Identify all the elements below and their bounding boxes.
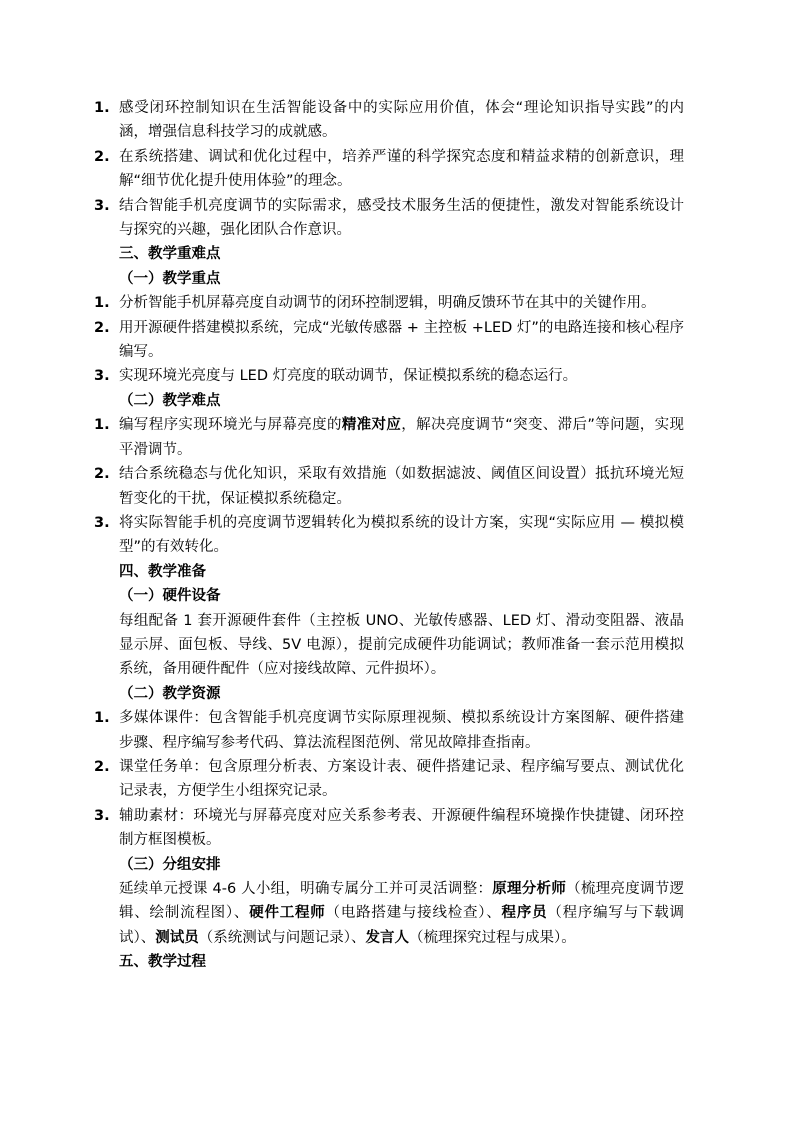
text-run: （梳理亮度调节逻辑、绘制流程图）、 [119, 881, 685, 922]
section-heading: 四、教学准备 [119, 563, 206, 580]
list-item [94, 706, 684, 755]
paragraph [94, 877, 684, 950]
role-label: 发言人 [365, 929, 409, 946]
text-run: （程序编写与下载调试）、 [119, 905, 685, 946]
list-item [94, 511, 684, 560]
list-number: 3. [94, 368, 110, 385]
list-number: 1. [94, 100, 110, 116]
list-item [94, 194, 684, 243]
list-number: 1. [94, 295, 110, 312]
text-run: ，解决亮度调节“突变、滞后”等问题，实现平滑调节。 [119, 417, 685, 458]
list-item [94, 145, 684, 194]
role-label: 硬件工程师 [249, 905, 326, 922]
role-label: 测试员 [155, 929, 199, 946]
list-number: 1. [94, 710, 110, 727]
list-text: 将实际智能手机的亮度调节逻辑转化为模拟系统的设计方案，实现“实际应用 — 模拟模型”的有效转化。 [119, 514, 684, 556]
list-item [94, 755, 684, 804]
paragraph: 每组配备 1 套开源硬件套件（主控板 UNO、光敏传感器、LED 灯、滑动变阻器、液晶显示屏、面包板、导线、5V 电源），提前完成硬件功能调试；教师准备一套示范用模拟系统，备用硬件配件（应对接线故障、元件损坏）。 [119, 612, 684, 678]
list-number: 1. [94, 417, 110, 434]
list-number: 2. [94, 319, 110, 336]
list-number: 2. [94, 148, 110, 165]
list-text: 分析智能手机屏幕亮度自动调节的闭环控制逻辑，明确反馈环节在其中的关键作用。 [119, 295, 656, 312]
text-run: 编写程序实现环境光与屏幕亮度的 [119, 417, 342, 434]
subsection-heading: （二）教学难点 [119, 392, 221, 409]
text-run: 延续单元授课 4-6 人小组，明确专属分工并可灵活调整： [119, 881, 493, 897]
list-text: 在系统搭建、调试和优化过程中，培养严谨的科学探究态度和精益求精的创新意识，理解“细节优化提升使用体验”的理念。 [119, 148, 684, 190]
role-label: 程序员 [501, 905, 548, 922]
list-number: 2. [94, 758, 110, 775]
subsection-heading: （三）分组安排 [119, 856, 221, 873]
list-text: 结合系统稳态与优化知识，采取有效措施（如数据滤波、阈值区间设置）抵抗环境光短暂变化的干扰，保证模拟系统稳定。 [119, 466, 684, 507]
subsection-heading: （二）教学资源 [119, 685, 221, 702]
list-text: 感受闭环控制知识在生活智能设备中的实际应用价值，体会“理论知识指导实践”的内涵，增强信息科技学习的成就感。 [119, 100, 684, 141]
list-item [94, 413, 684, 462]
list-text: 多媒体课件：包含智能手机亮度调节实际原理视频、模拟系统设计方案图解、硬件搭建步骤、程序编写参考代码、算法流程图范例、常见故障排查指南。 [119, 710, 684, 751]
section-heading: 五、教学过程 [119, 954, 206, 971]
text-run: （电路搭建与接线检查）、 [325, 905, 502, 922]
document-body [94, 96, 684, 975]
list-number: 3. [94, 514, 110, 531]
list-number: 3. [94, 197, 110, 214]
text-run: （梳理探究过程与成果）。 [409, 929, 576, 946]
list-text: 用开源硬件搭建模拟系统，完成“光敏传感器 + 主控板 +LED 灯”的电路连接和核心程序编写。 [119, 319, 684, 361]
list-text: 实现环境光亮度与 LED 灯亮度的联动调节，保证模拟系统的稳态运行。 [119, 368, 578, 385]
list-number: 2. [94, 466, 110, 483]
list-item [94, 291, 684, 315]
list-item [94, 96, 684, 145]
role-label: 原理分析师 [492, 881, 567, 897]
list-text [119, 413, 684, 462]
text-run: （系统测试与问题记录）、 [198, 929, 366, 946]
emphasis-text: 精准对应 [341, 417, 402, 434]
list-number: 3. [94, 807, 110, 824]
subsection-heading: （一）硬件设备 [119, 588, 221, 605]
list-item [94, 462, 684, 511]
list-text: 课堂任务单：包含原理分析表、方案设计表、硬件搭建记录、程序编写要点、测试优化记录表，方便学生小组探究记录。 [119, 758, 684, 800]
section-heading: 三、教学重难点 [119, 246, 221, 263]
list-text: 辅助素材：环境光与屏幕亮度对应关系参考表、开源硬件编程环境操作快捷键、闭环控制方框图模板。 [119, 807, 684, 849]
list-text: 结合智能手机亮度调节的实际需求，感受技术服务生活的便捷性，激发对智能系统设计与探究的兴趣，强化团队合作意识。 [119, 197, 684, 239]
subsection-heading: （一）教学重点 [119, 270, 221, 287]
list-item [94, 804, 684, 853]
list-item [94, 364, 684, 388]
list-item [94, 316, 684, 365]
